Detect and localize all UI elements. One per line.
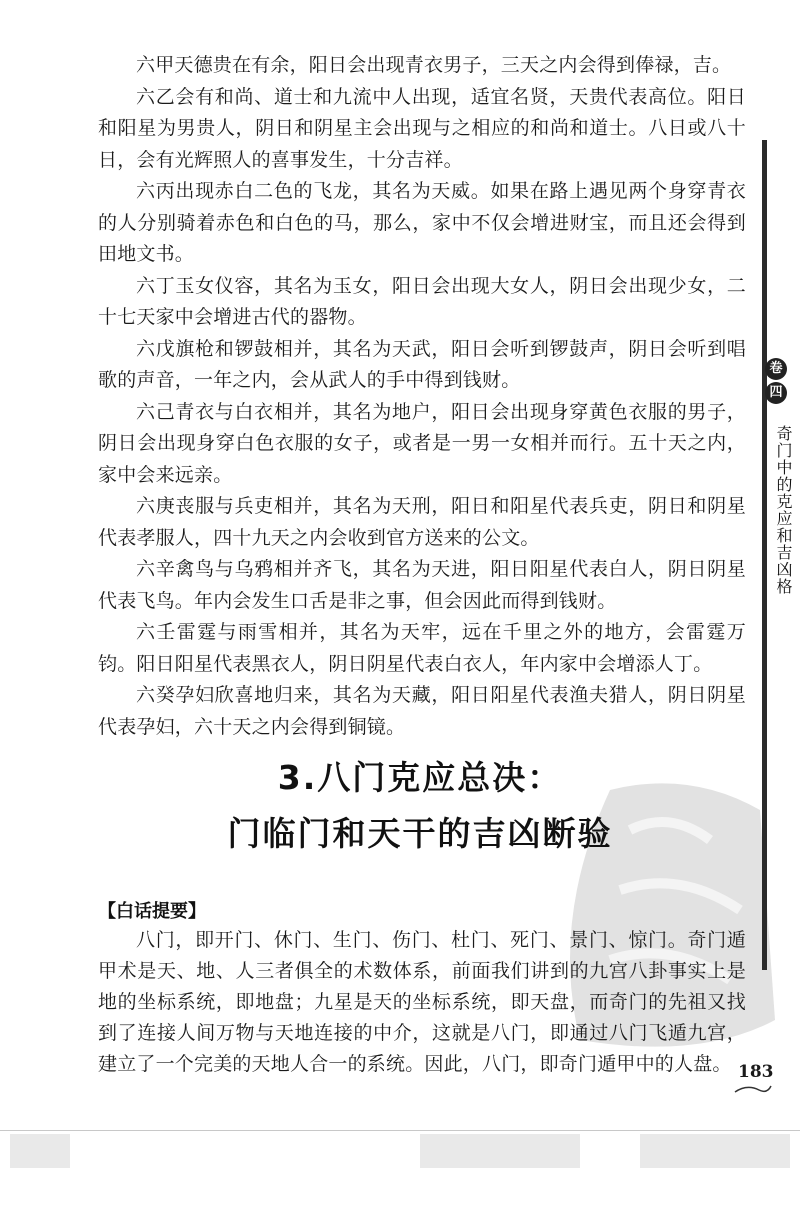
volume-char-2: 四	[765, 382, 787, 404]
paragraph: 六己青衣与白衣相并，其名为地户，阳日会出现身穿黄色衣服的男子，阴日会出现身穿白色衣服的女子，或者是一男一女相并而行。五十天之内，家中会来远亲。	[98, 400, 746, 486]
sidebar-rule	[762, 140, 767, 970]
body-text	[98, 50, 746, 743]
scan-artifact	[640, 1134, 790, 1168]
paragraph: 六壬雷霆与雨雪相并，其名为天牢，远在千里之外的地方，会雷霆万钧。阳日阳星代表黑衣人，阴日阴星代表白衣人，年内家中会增添人丁。	[98, 621, 746, 675]
volume-char-1: 卷	[765, 358, 787, 380]
volume-marker	[759, 356, 793, 406]
scan-artifact	[10, 1134, 70, 1168]
scan-artifact	[420, 1134, 580, 1168]
volume-title: 奇门中的克应和吉凶格	[774, 425, 793, 595]
scan-edge-line	[0, 1130, 800, 1131]
paragraph: 六乙会有和尚、道士和九流中人出现，适宜名贤，天贵代表高位。阳日和阳星为男贵人，阴日和阴星主会出现与之相应的和尚和道士。八日或八十日，会有光辉照人的喜事发生，十分吉祥。	[98, 85, 746, 171]
section-title-line2: 门临门和天干的吉凶断验	[227, 814, 613, 853]
paragraph: 六甲天德贵在有余，阳日会出现青衣男子，三天之内会得到俸禄，吉。	[136, 54, 732, 76]
page-number-flourish	[733, 1082, 773, 1096]
paragraph: 六戊旗枪和锣鼓相并，其名为天武，阳日会听到锣鼓声，阴日会听到唱歌的声音，一年之内，会从武人的手中得到钱财。	[98, 337, 746, 391]
paragraph: 六庚丧服与兵吏相并，其名为天刑，阳日和阳星代表兵吏，阴日和阴星代表孝服人，四十九天之内会收到官方送来的公文。	[98, 495, 746, 549]
paragraph: 六丙出现赤白二色的飞龙，其名为天威。如果在路上遇见两个身穿青衣的人分别骑着赤色和白色的马，那么，家中不仅会增进财宝，而且还会得到田地文书。	[98, 180, 746, 265]
intro-paragraph: 八门，即开门、休门、生门、伤门、杜门、死门、景门、惊门。奇门遁甲术是天、地、人三者俱全的术数体系，前面我们讲到的九宫八卦事实上是地的坐标系统，即地盘；九星是天的坐标系统，即天盘，而奇门的先祖又找到了连接人间万物与天地连接的中介，这就是八门，即通过八门飞遁九宫，建立了一个完美的天地人合一的系统。因此，八门，即奇门遁甲中的人盘。	[98, 929, 746, 1075]
intro-text	[98, 925, 746, 1080]
page-number: 183	[738, 1062, 774, 1082]
section-title-line1: 3.八门克应总决：	[277, 758, 563, 797]
paragraph: 六辛禽鸟与乌鸦相并齐飞，其名为天进，阳日阳星代表白人，阴日阴星代表飞鸟。年内会发生口舌是非之事，但会因此而得到钱财。	[98, 558, 746, 612]
paragraph: 六癸孕妇欣喜地归来，其名为天藏，阳日阳星代表渔夫猎人，阴日阴星代表孕妇，六十天之内会得到铜镜。	[98, 684, 746, 738]
paragraph: 六丁玉女仪容，其名为玉女，阳日会出现大女人，阴日会出现少女，二十七天家中会增进古代的器物。	[98, 274, 746, 328]
summary-label: 【白话提要】	[98, 901, 206, 922]
